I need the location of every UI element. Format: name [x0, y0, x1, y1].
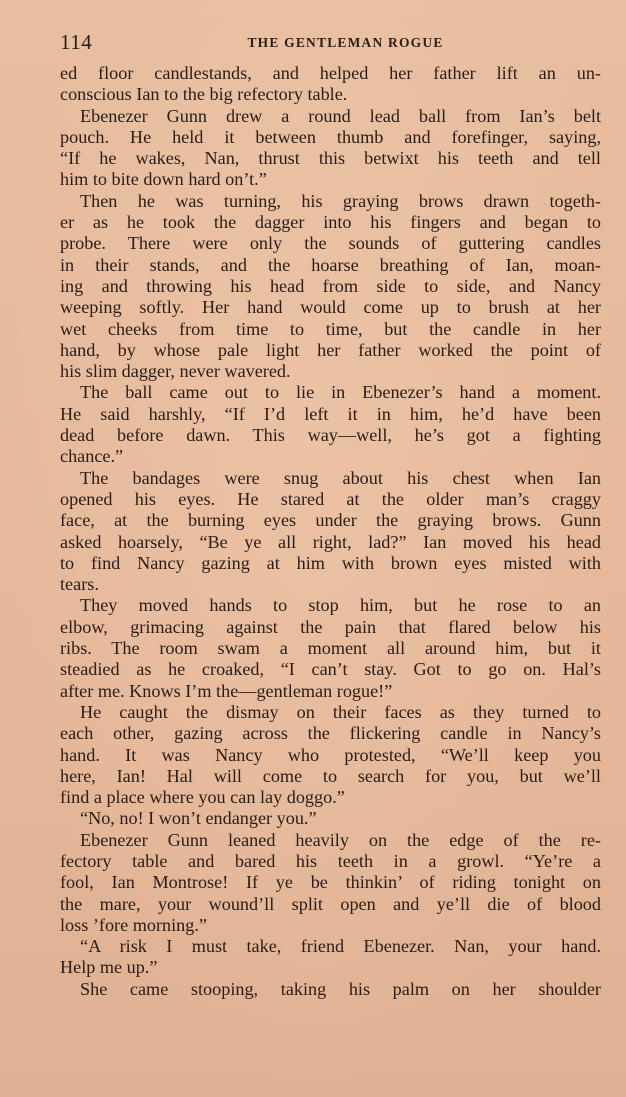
page-header — [60, 30, 601, 60]
text-line: fectory table and bared his teeth in a growl. “Ye’re a — [60, 850, 601, 871]
text-line: dead before dawn. This way—well, he’s got a fighting — [60, 425, 601, 446]
text-line: Then he was turning, his graying brows drawn togeth- — [80, 190, 601, 211]
text-line: the mare, your wound’ll split open and ye’ll die of blood — [60, 893, 601, 914]
text-line: elbow, grimacing against the pain that flared below his — [60, 616, 601, 637]
text-line: face, at the burning eyes under the graying brows. Gunn — [60, 510, 601, 531]
text-line: steadied as he croaked, “I can’t stay. Got to go on. Hal’s — [60, 659, 601, 680]
text-line: chance.” — [60, 446, 124, 467]
text-line: him to bite down hard on’t.” — [60, 169, 267, 190]
running-title: THE GENTLEMAN ROGUE — [247, 35, 444, 50]
text-line: wet cheeks from time to time, but the candle in her — [60, 318, 601, 339]
text-line: Ebenezer Gunn leaned heavily on the edge of the re- — [80, 829, 601, 850]
body-text — [60, 63, 601, 1000]
text-line: find a place where you can lay doggo.” — [60, 787, 345, 808]
text-line: opened his eyes. He stared at the older man’s craggy — [60, 488, 601, 509]
text-line: in their stands, and the hoarse breathing of Ian, moan- — [60, 254, 601, 275]
text-line: “A risk I must take, friend Ebenezer. Nan, your hand. — [80, 936, 601, 957]
text-line: hand, by whose pale light her father worked the point of — [60, 339, 601, 360]
text-line: to find Nancy gazing at him with brown eyes misted with — [60, 552, 601, 573]
text-line: Ebenezer Gunn drew a round lead ball from Ian’s belt — [80, 105, 601, 126]
text-line: The ball came out to lie in Ebenezer’s hand a moment. — [80, 382, 601, 403]
text-line: weeping softly. Her hand would come up to brush at her — [60, 297, 601, 318]
text-line: each other, gazing across the flickering candle in Nancy’s — [60, 723, 601, 744]
text-line: hand. It was Nancy who protested, “We’ll keep you — [60, 744, 601, 765]
text-line: He said harshly, “If I’d left it in him, he’d have been — [60, 403, 601, 424]
text-line: She came stooping, taking his palm on her shoulder — [80, 978, 601, 999]
text-line: ed floor candlestands, and helped her father lift an un- — [60, 63, 601, 83]
text-line: pouch. He held it between thumb and forefinger, saying, — [60, 126, 601, 147]
text-line: ribs. The room swam a moment all around him, but it — [60, 638, 601, 659]
text-line: “No, no! I won’t endanger you.” — [80, 808, 317, 829]
page-number: 114 — [60, 30, 93, 54]
text-line: ing and throwing his head from side to side, and Nancy — [60, 275, 601, 296]
text-line: The bandages were snug about his chest when Ian — [80, 467, 601, 488]
text-line: after me. Knows I’m the—gentleman rogue!” — [60, 680, 393, 701]
text-line: “If he wakes, Nan, thrust this betwixt his teeth and tell — [60, 148, 601, 169]
text-line: asked hoarsely, “Be ye all right, lad?” Ian moved his head — [60, 531, 601, 552]
text-line: here, Ian! Hal will come to search for you, but we’ll — [60, 765, 601, 786]
text-line: Help me up.” — [60, 957, 158, 978]
text-line: fool, Ian Montrose! If ye be thinkin’ of riding tonight on — [60, 872, 601, 893]
text-line: loss ’fore morning.” — [60, 914, 207, 935]
text-line: They moved hands to stop him, but he rose to an — [80, 595, 601, 616]
text-line: probe. There were only the sounds of guttering candles — [60, 233, 601, 254]
text-line: He caught the dismay on their faces as they turned to — [80, 701, 601, 722]
text-line: er as he took the dagger into his fingers and began to — [60, 212, 601, 233]
text-line: tears. — [60, 574, 99, 595]
text-line: conscious Ian to the big refectory table. — [60, 84, 348, 105]
text-line: his slim dagger, never wavered. — [60, 361, 291, 382]
